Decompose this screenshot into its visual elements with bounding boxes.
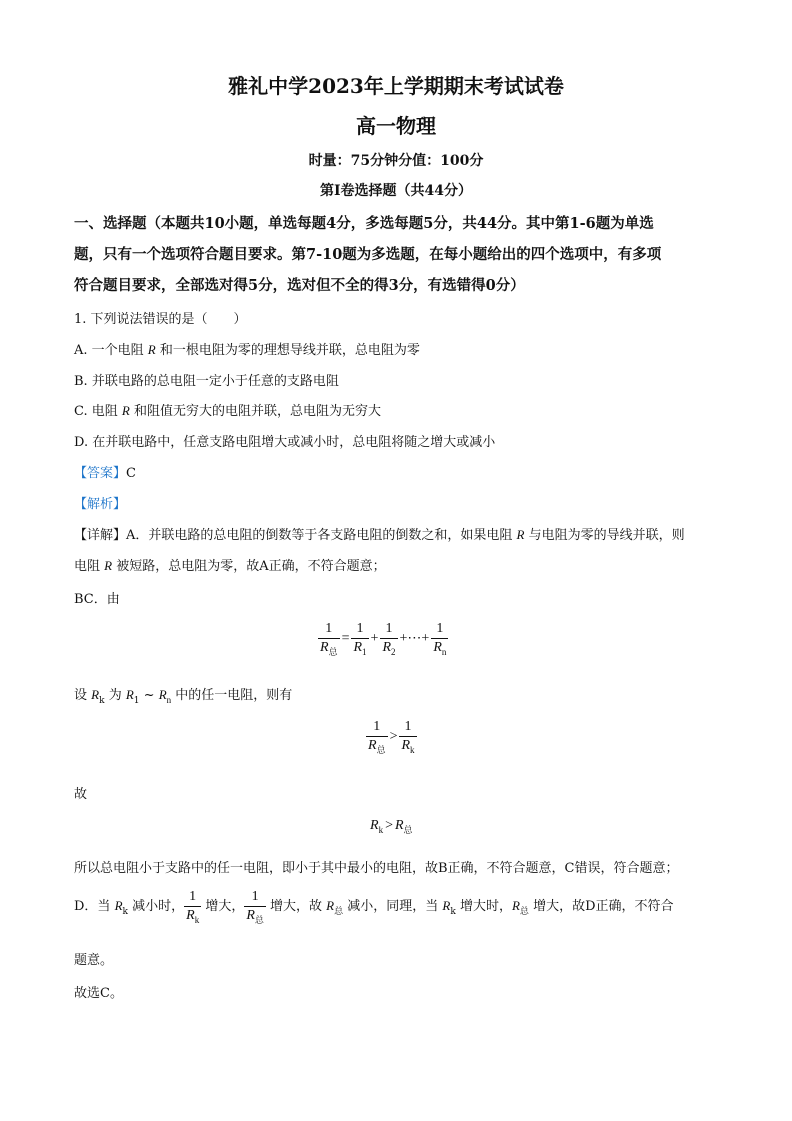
denominator — [380, 638, 397, 657]
numerator: 1 — [436, 621, 444, 636]
text: 减小，同理，当 — [343, 899, 443, 914]
fraction — [366, 718, 388, 755]
subscript: 总 — [376, 745, 386, 755]
var-r: R — [433, 640, 442, 655]
numerator: 1 — [325, 621, 333, 636]
var-r: R — [353, 640, 363, 655]
page-subtitle: 高一物理 — [356, 114, 436, 138]
question-stem: 1. 下列说法错误的是（ ） — [74, 312, 247, 327]
tilde: ~ — [139, 688, 159, 703]
denominator — [366, 736, 388, 755]
subscript: n — [441, 647, 447, 657]
denominator — [351, 638, 368, 657]
detail-text-2b: 被短路，总电阻为零，故A正确，不符合题意； — [112, 559, 386, 574]
text: 增大，故D正确，不符合 — [528, 899, 674, 914]
var-r: R — [326, 898, 335, 913]
text: 减小时， — [127, 899, 185, 914]
detail-text-2: 电阻 — [74, 559, 105, 574]
answer-tag: 【答案】 — [74, 466, 127, 481]
numerator: 1 — [373, 719, 381, 734]
subscript: 2 — [391, 647, 396, 657]
subscript: k — [194, 915, 200, 925]
subscript: 总 — [403, 825, 413, 836]
option-c — [74, 400, 381, 419]
fraction — [380, 620, 397, 657]
detail-text-1b: 与电阻为零的导线并联，则 — [524, 528, 685, 543]
answer-line — [74, 462, 136, 481]
var-r: R — [382, 640, 392, 655]
exam-meta: 时量：75分钟分值：100分 — [308, 153, 484, 169]
denominator — [184, 906, 201, 925]
subscript: k — [122, 907, 128, 917]
detail-line-1 — [74, 524, 685, 543]
denominator — [244, 906, 266, 925]
equation-inequality-reciprocal — [366, 718, 417, 755]
text: 为 — [104, 688, 126, 703]
option-b — [74, 370, 339, 389]
text: D．当 — [74, 899, 115, 914]
var-r: R — [401, 738, 411, 753]
equation-rk-gt-rtotal — [370, 818, 413, 834]
option-d-text: D. 在并联电路中，任意支路电阻增大或减小时，总电阻将随之增大或减小 — [74, 435, 496, 450]
var-r: R — [368, 738, 377, 753]
fraction — [184, 888, 201, 925]
text: 增大， — [201, 899, 245, 914]
var-r: R — [320, 640, 329, 655]
option-c-text-2: 和阻值无穷大的电阻并联，总电阻为无穷大 — [129, 404, 381, 419]
therefore-label: 故 — [74, 787, 88, 802]
subscript: 1 — [133, 696, 140, 706]
fraction — [431, 620, 448, 657]
detail-var-1: R — [516, 527, 525, 542]
analysis-tag: 【解析】 — [74, 497, 127, 512]
numerator: 1 — [385, 621, 393, 636]
fraction — [244, 888, 266, 925]
plus-sign: + — [370, 630, 379, 646]
var-r: R — [125, 687, 134, 702]
text: 增大时， — [455, 899, 512, 914]
numerator: 1 — [189, 889, 197, 904]
option-a — [74, 339, 420, 358]
numerator: 1 — [251, 889, 259, 904]
set-rk-line — [74, 684, 293, 706]
fraction — [351, 620, 368, 657]
denominator — [318, 638, 340, 657]
equation-parallel-sum — [318, 620, 448, 657]
greater-than: > — [385, 818, 393, 833]
var-r: R — [158, 687, 167, 702]
equals-sign: = — [341, 630, 350, 646]
text: 设 — [74, 688, 92, 703]
var-r: R — [442, 898, 451, 913]
subscript: 总 — [254, 915, 264, 925]
fraction — [318, 620, 340, 657]
var-r: R — [246, 908, 255, 923]
var-r: R — [394, 818, 404, 834]
denominator — [399, 736, 416, 755]
option-a-text-2: 和一根电阻为零的理想导线并联，总电阻为零 — [155, 343, 420, 358]
option-c-text: C. 电阻 — [74, 404, 122, 419]
var-r: R — [370, 818, 379, 834]
var-r: R — [511, 898, 520, 913]
subscript: k — [99, 696, 105, 706]
subscript: k — [450, 907, 456, 917]
subscript: 总 — [334, 907, 344, 917]
subscript: k — [410, 745, 415, 755]
subscript: n — [166, 695, 172, 705]
text: 增大，故 — [265, 899, 327, 914]
volume-heading: 第Ⅰ卷选择题（共44分） — [319, 183, 473, 199]
ellipsis: +⋯+ — [399, 631, 430, 646]
var-r: R — [186, 908, 195, 923]
section-intro-line-3: 符合题目要求，全部选对得5分，选对但不全的得3分，有选错得0分） — [74, 277, 525, 294]
detail-tag: 【详解】 — [74, 528, 127, 543]
var-r: R — [114, 898, 123, 913]
subscript: 总 — [328, 647, 338, 657]
section-intro-line-1: 一、选择题（本题共10小题，单选每题4分，多选每题5分，共44分。其中第1-6题为单选 — [74, 215, 654, 232]
var-r: R — [91, 687, 100, 702]
greater-than: > — [389, 728, 398, 744]
detail-var-2: R — [104, 558, 113, 573]
text: 中的任一电阻，则有 — [171, 688, 293, 703]
answer-value: C — [126, 466, 136, 481]
final-choice: 故选C。 — [74, 986, 123, 1001]
detail-text-1: A．并联电路的总电阻的倒数等于各支路电阻的倒数之和，如果电阻 — [126, 528, 517, 543]
option-d-continuation: 题意。 — [74, 953, 114, 968]
denominator — [431, 638, 448, 657]
subscript: k — [378, 825, 384, 836]
option-c-var: R — [121, 403, 130, 418]
page-title: 雅礼中学2023年上学期期末考试试卷 — [228, 74, 564, 98]
bc-label: BC．由 — [74, 592, 120, 607]
option-d — [74, 431, 495, 450]
numerator: 1 — [404, 719, 412, 734]
option-d-analysis — [74, 888, 674, 925]
conclusion-line: 所以总电阻小于支路中的任一电阻，即小于其中最小的电阻，故B正确，不符合题意，C错误，符合题意； — [74, 861, 679, 876]
option-a-var: R — [147, 342, 156, 357]
numerator: 1 — [356, 621, 364, 636]
subscript: 总 — [519, 907, 529, 917]
option-b-text: B. 并联电路的总电阻一定小于任意的支路电阻 — [74, 374, 339, 389]
fraction — [399, 718, 416, 755]
section-intro-line-2: 题，只有一个选项符合题目要求。第7-10题为多选题，在每小题给出的四个选项中，有多项 — [74, 246, 662, 263]
detail-line-2 — [74, 555, 386, 574]
option-a-text: A. 一个电阻 — [74, 343, 148, 358]
subscript: 1 — [362, 647, 367, 657]
